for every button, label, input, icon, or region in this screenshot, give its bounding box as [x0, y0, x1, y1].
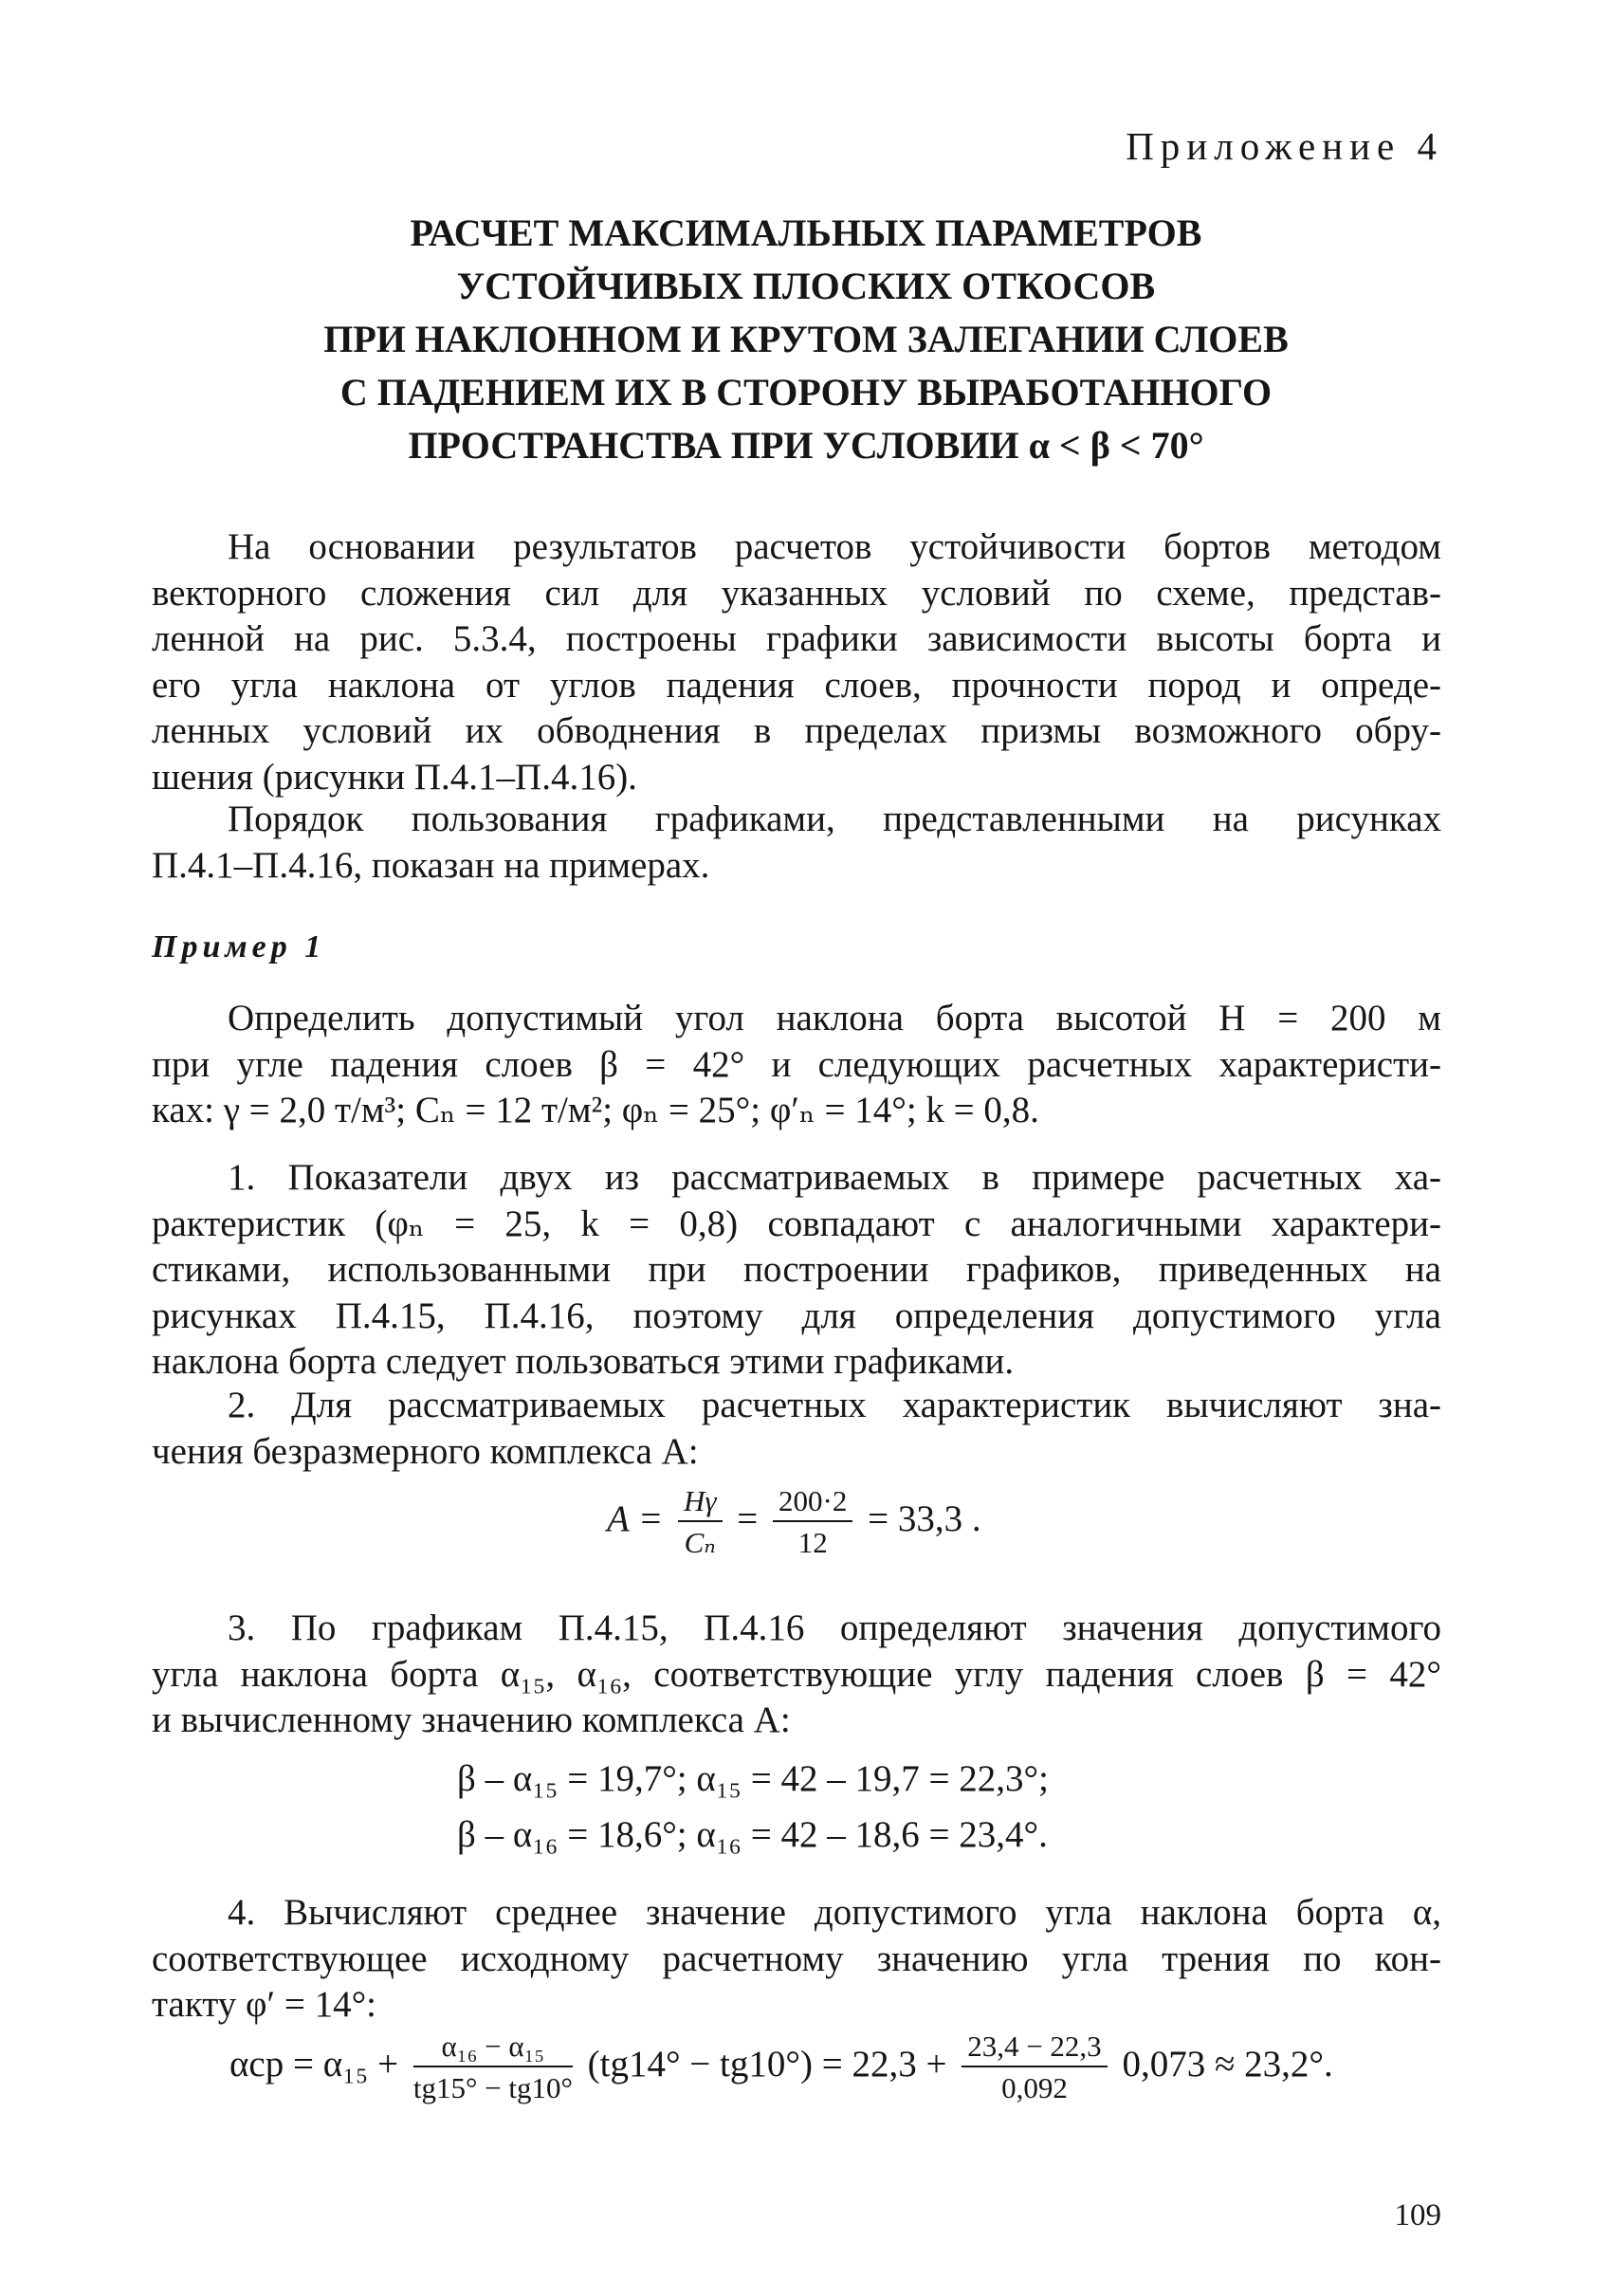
title-line: С ПАДЕНИЕМ ИХ В СТОРОНУ ВЫРАБОТАННОГО: [339, 371, 1273, 413]
text-line: 1. Показатели двух из рассматриваемых в примере расчетных ха-: [228, 1157, 1441, 1198]
document-title: [152, 207, 1460, 472]
step-1: [152, 1155, 1441, 1386]
step-2: [152, 1383, 1441, 1475]
formula-a: [607, 1484, 981, 1560]
text-line: Определить допустимый угол наклона борта высотой H = 200 м: [228, 998, 1441, 1038]
text-line: при угле падения слоев β = 42° и следующих расчетных характеристи-: [152, 1043, 1441, 1085]
example-task: [152, 996, 1441, 1134]
title-line: УСТОЙЧИВЫХ ПЛОСКИХ ОТКОСОВ: [456, 265, 1156, 307]
text-line: векторного сложения сил для указанных условий по схеме, представ-: [152, 572, 1441, 614]
equals-sign: =: [737, 1497, 759, 1539]
fraction-numerator: 23,4 − 22,3: [962, 2030, 1107, 2067]
text-line: рисунках П.4.15, П.4.16, поэтому для определения допустимого угла: [152, 1295, 1441, 1336]
text-line: такту φ′ = 14°:: [152, 1984, 377, 2025]
text-line: 3. По графикам П.4.15, П.4.16 определяют значения допустимого: [228, 1607, 1441, 1648]
text-line: его угла наклона от углов падения слоев, прочности пород и опреде-: [152, 664, 1441, 706]
intro-paragraph-2: [152, 797, 1441, 889]
fraction-denominator: 12: [797, 1526, 828, 1559]
fraction: [678, 1484, 723, 1560]
formula-alpha-cp: [229, 2030, 1333, 2105]
text-line: 4. Вычисляют среднее значение допустимого угла наклона борта α,: [228, 1892, 1441, 1933]
text-line: 2. Для рассматриваемых расчетных характеристик вычисляют зна-: [228, 1385, 1441, 1425]
text-line: наклона борта следует пользоваться этими графиками.: [152, 1341, 1015, 1382]
fraction-numerator: α₁₆ − α₁₅: [413, 2030, 573, 2067]
fraction-numerator: 200·2: [773, 1484, 852, 1522]
text-line: и вычисленному значению комплекса A:: [152, 1699, 791, 1740]
text-line: шения (рисунки П.4.1–П.4.16).: [152, 756, 637, 798]
text-line: Порядок пользования графиками, представленными на рисунках: [228, 799, 1441, 839]
formula-acp-middle: (tg14° − tg10°) = 22,3 +: [587, 2043, 947, 2085]
text-line: ленной на рис. 5.3.4, построены графики зависимости высоты борта и: [152, 618, 1441, 659]
fraction: [413, 2030, 573, 2105]
fraction: [962, 2030, 1107, 2105]
title-line: ПРИ НАКЛОННОМ И КРУТОМ ЗАЛЕГАНИИ СЛОЕВ: [323, 318, 1289, 360]
text-line: На основании результатов расчетов устойчивости бортов методом: [228, 526, 1441, 567]
text-line: чения безразмерного комплекса A:: [152, 1430, 699, 1472]
text-line: угла наклона борта α₁₅, α₁₆, соответствующие углу падения слоев β = 42°: [152, 1653, 1441, 1695]
formula-a-lhs: A =: [607, 1497, 664, 1539]
page-number: 109: [1394, 2198, 1441, 2232]
fraction-denominator: Cₙ: [684, 1526, 716, 1559]
formula-alpha-16: β – α₁₆ = 18,6°; α₁₆ = 42 – 18,6 = 23,4°.: [457, 1814, 1048, 1855]
formula-acp-lhs: αср = α₁₅ +: [229, 2043, 399, 2085]
text-line: соответствующее исходному расчетному значению угла трения по кон-: [152, 1938, 1441, 1979]
step-4: [152, 1890, 1441, 2029]
step-3: [152, 1606, 1441, 1744]
example-heading: Пример 1: [152, 929, 326, 964]
text-line: стиками, использованными при построении графиков, приведенных на: [152, 1249, 1441, 1290]
title-line: РАСЧЕТ МАКСИМАЛЬНЫХ ПАРАМЕТРОВ: [410, 211, 1202, 254]
text-line: ках: γ = 2,0 т/м³; Cₙ = 12 т/м²; φₙ = 25°; φ′ₙ = 14°; k = 0,8.: [152, 1090, 1039, 1130]
formula-alpha-15: β – α₁₅ = 19,7°; α₁₅ = 42 – 19,7 = 22,3°;: [457, 1758, 1049, 1799]
appendix-label: Приложение 4: [1126, 124, 1443, 168]
formula-acp-result: 0,073 ≈ 23,2°.: [1122, 2043, 1333, 2085]
fraction-denominator: tg15° − tg10°: [412, 2071, 573, 2104]
text-line: П.4.1–П.4.16, показан на примерах.: [152, 844, 710, 886]
text-line: ленных условий их обводнения в пределах призмы возможного обру-: [152, 710, 1441, 751]
fraction-numerator: Hγ: [678, 1484, 723, 1522]
fraction: [773, 1484, 852, 1560]
title-line: ПРОСТРАНСТВА ПРИ УСЛОВИИ α < β < 70°: [408, 424, 1204, 467]
fraction-denominator: 0,092: [1001, 2071, 1068, 2104]
formula-a-result: = 33,3 .: [868, 1497, 981, 1539]
intro-paragraph-1: [152, 524, 1441, 800]
text-line: рактеристик (φₙ = 25, k = 0,8) совпадают с аналогичными характери-: [152, 1203, 1441, 1244]
